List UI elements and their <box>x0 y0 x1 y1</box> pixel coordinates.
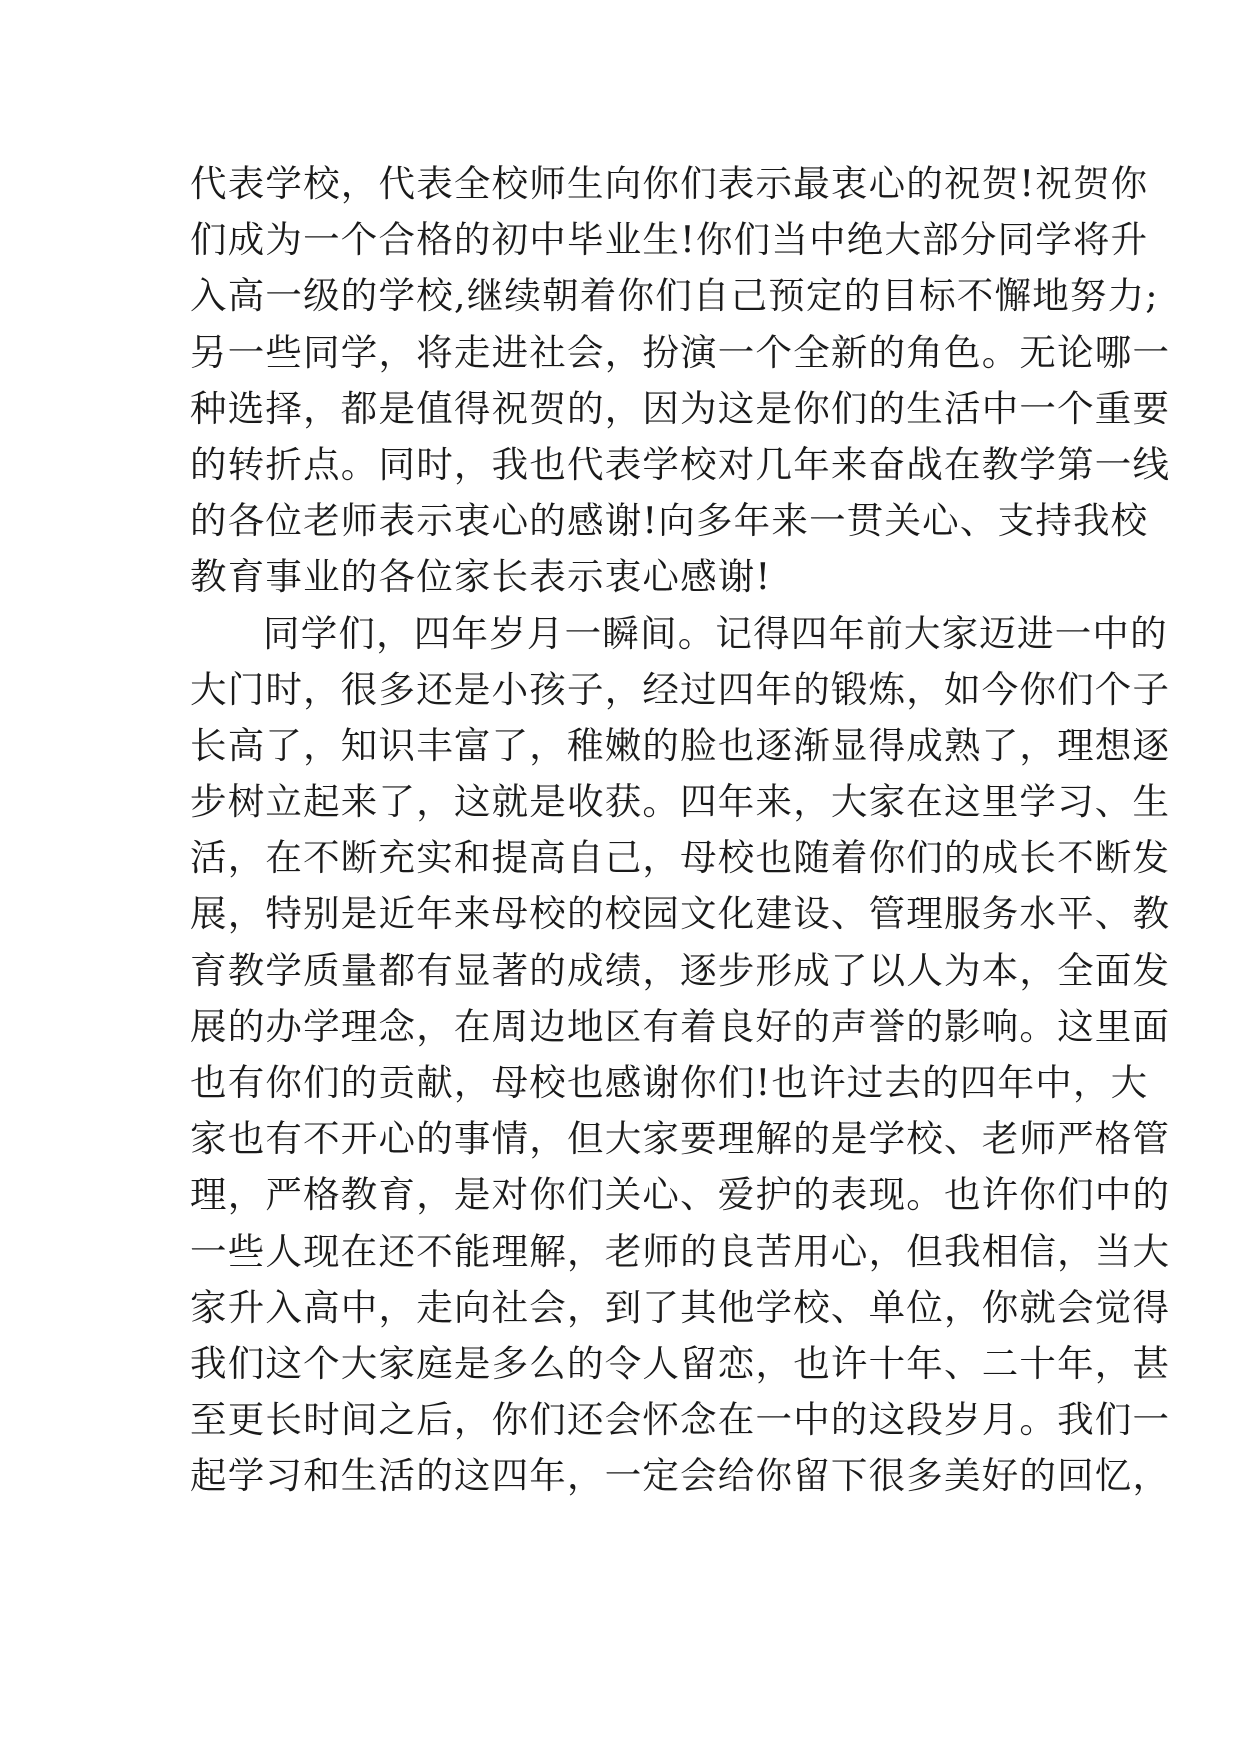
text-line: 也有你们的贡献，母校也感谢你们!也许过去的四年中，大 <box>190 1061 1149 1104</box>
body-text <box>190 156 1171 1505</box>
text-line: 代表学校，代表全校师生向你们表示最衷心的祝贺!祝贺你 <box>190 162 1149 205</box>
text-line: 活，在不断充实和提高自己，母校也随着你们的成长不断发 <box>190 836 1171 880</box>
text-line: 一些人现在还不能理解，老师的良苦用心，但我相信，当大 <box>190 1229 1171 1273</box>
paragraph-2 <box>190 606 1171 1505</box>
text-line: 起学习和生活的这四年，一定会给你留下很多美好的回忆， <box>190 1454 1171 1498</box>
text-line: 的转折点。同时，我也代表学校对几年来奋战在教学第一线 <box>190 442 1171 486</box>
text-line: 至更长时间之后，你们还会怀念在一中的这段岁月。我们一 <box>190 1398 1171 1442</box>
text-line: 我们这个大家庭是多么的令人留恋，也许十年、二十年，甚 <box>190 1341 1171 1385</box>
text-line: 教育事业的各位家长表示衷心感谢! <box>190 555 772 599</box>
text-line: 理，严格教育，是对你们关心、爱护的表现。也许你们中的 <box>190 1173 1171 1217</box>
text-line: 家也有不开心的事情，但大家要理解的是学校、老师严格管 <box>190 1117 1171 1161</box>
text-line: 大门时，很多还是小孩子，经过四年的锻炼，如今你们个子 <box>190 667 1171 711</box>
text-line: 展，特别是近年来母校的校园文化建设、管理服务水平、教 <box>190 892 1171 936</box>
text-line: 的各位老师表示衷心的感谢!向多年来一贯关心、支持我校 <box>190 499 1149 543</box>
text-line: 长高了，知识丰富了，稚嫩的脸也逐渐显得成熟了，理想逐 <box>190 723 1171 767</box>
text-line: 步树立起来了，这就是收获。四年来，大家在这里学习、生 <box>190 780 1171 824</box>
text-line: 展的办学理念，在周边地区有着良好的声誉的影响。这里面 <box>190 1004 1171 1048</box>
text-line: 另一些同学，将走进社会，扮演一个全新的角色。无论哪一 <box>190 330 1171 374</box>
text-line: 家升入高中，走向社会，到了其他学校、单位，你就会觉得 <box>190 1285 1171 1329</box>
text-line: 育教学质量都有显著的成绩，逐步形成了以人为本，全面发 <box>190 948 1171 992</box>
paragraph-1 <box>190 156 1171 606</box>
text-line: 种选择，都是值得祝贺的，因为这是你们的生活中一个重要 <box>190 386 1171 430</box>
text-line: 入高一级的学校,继续朝着你们自己预定的目标不懈地努力; <box>190 274 1159 318</box>
text-line: 同学们，四年岁月一瞬间。记得四年前大家迈进一中的 <box>263 611 1168 655</box>
text-line: 们成为一个合格的初中毕业生!你们当中绝大部分同学将升 <box>190 218 1149 262</box>
